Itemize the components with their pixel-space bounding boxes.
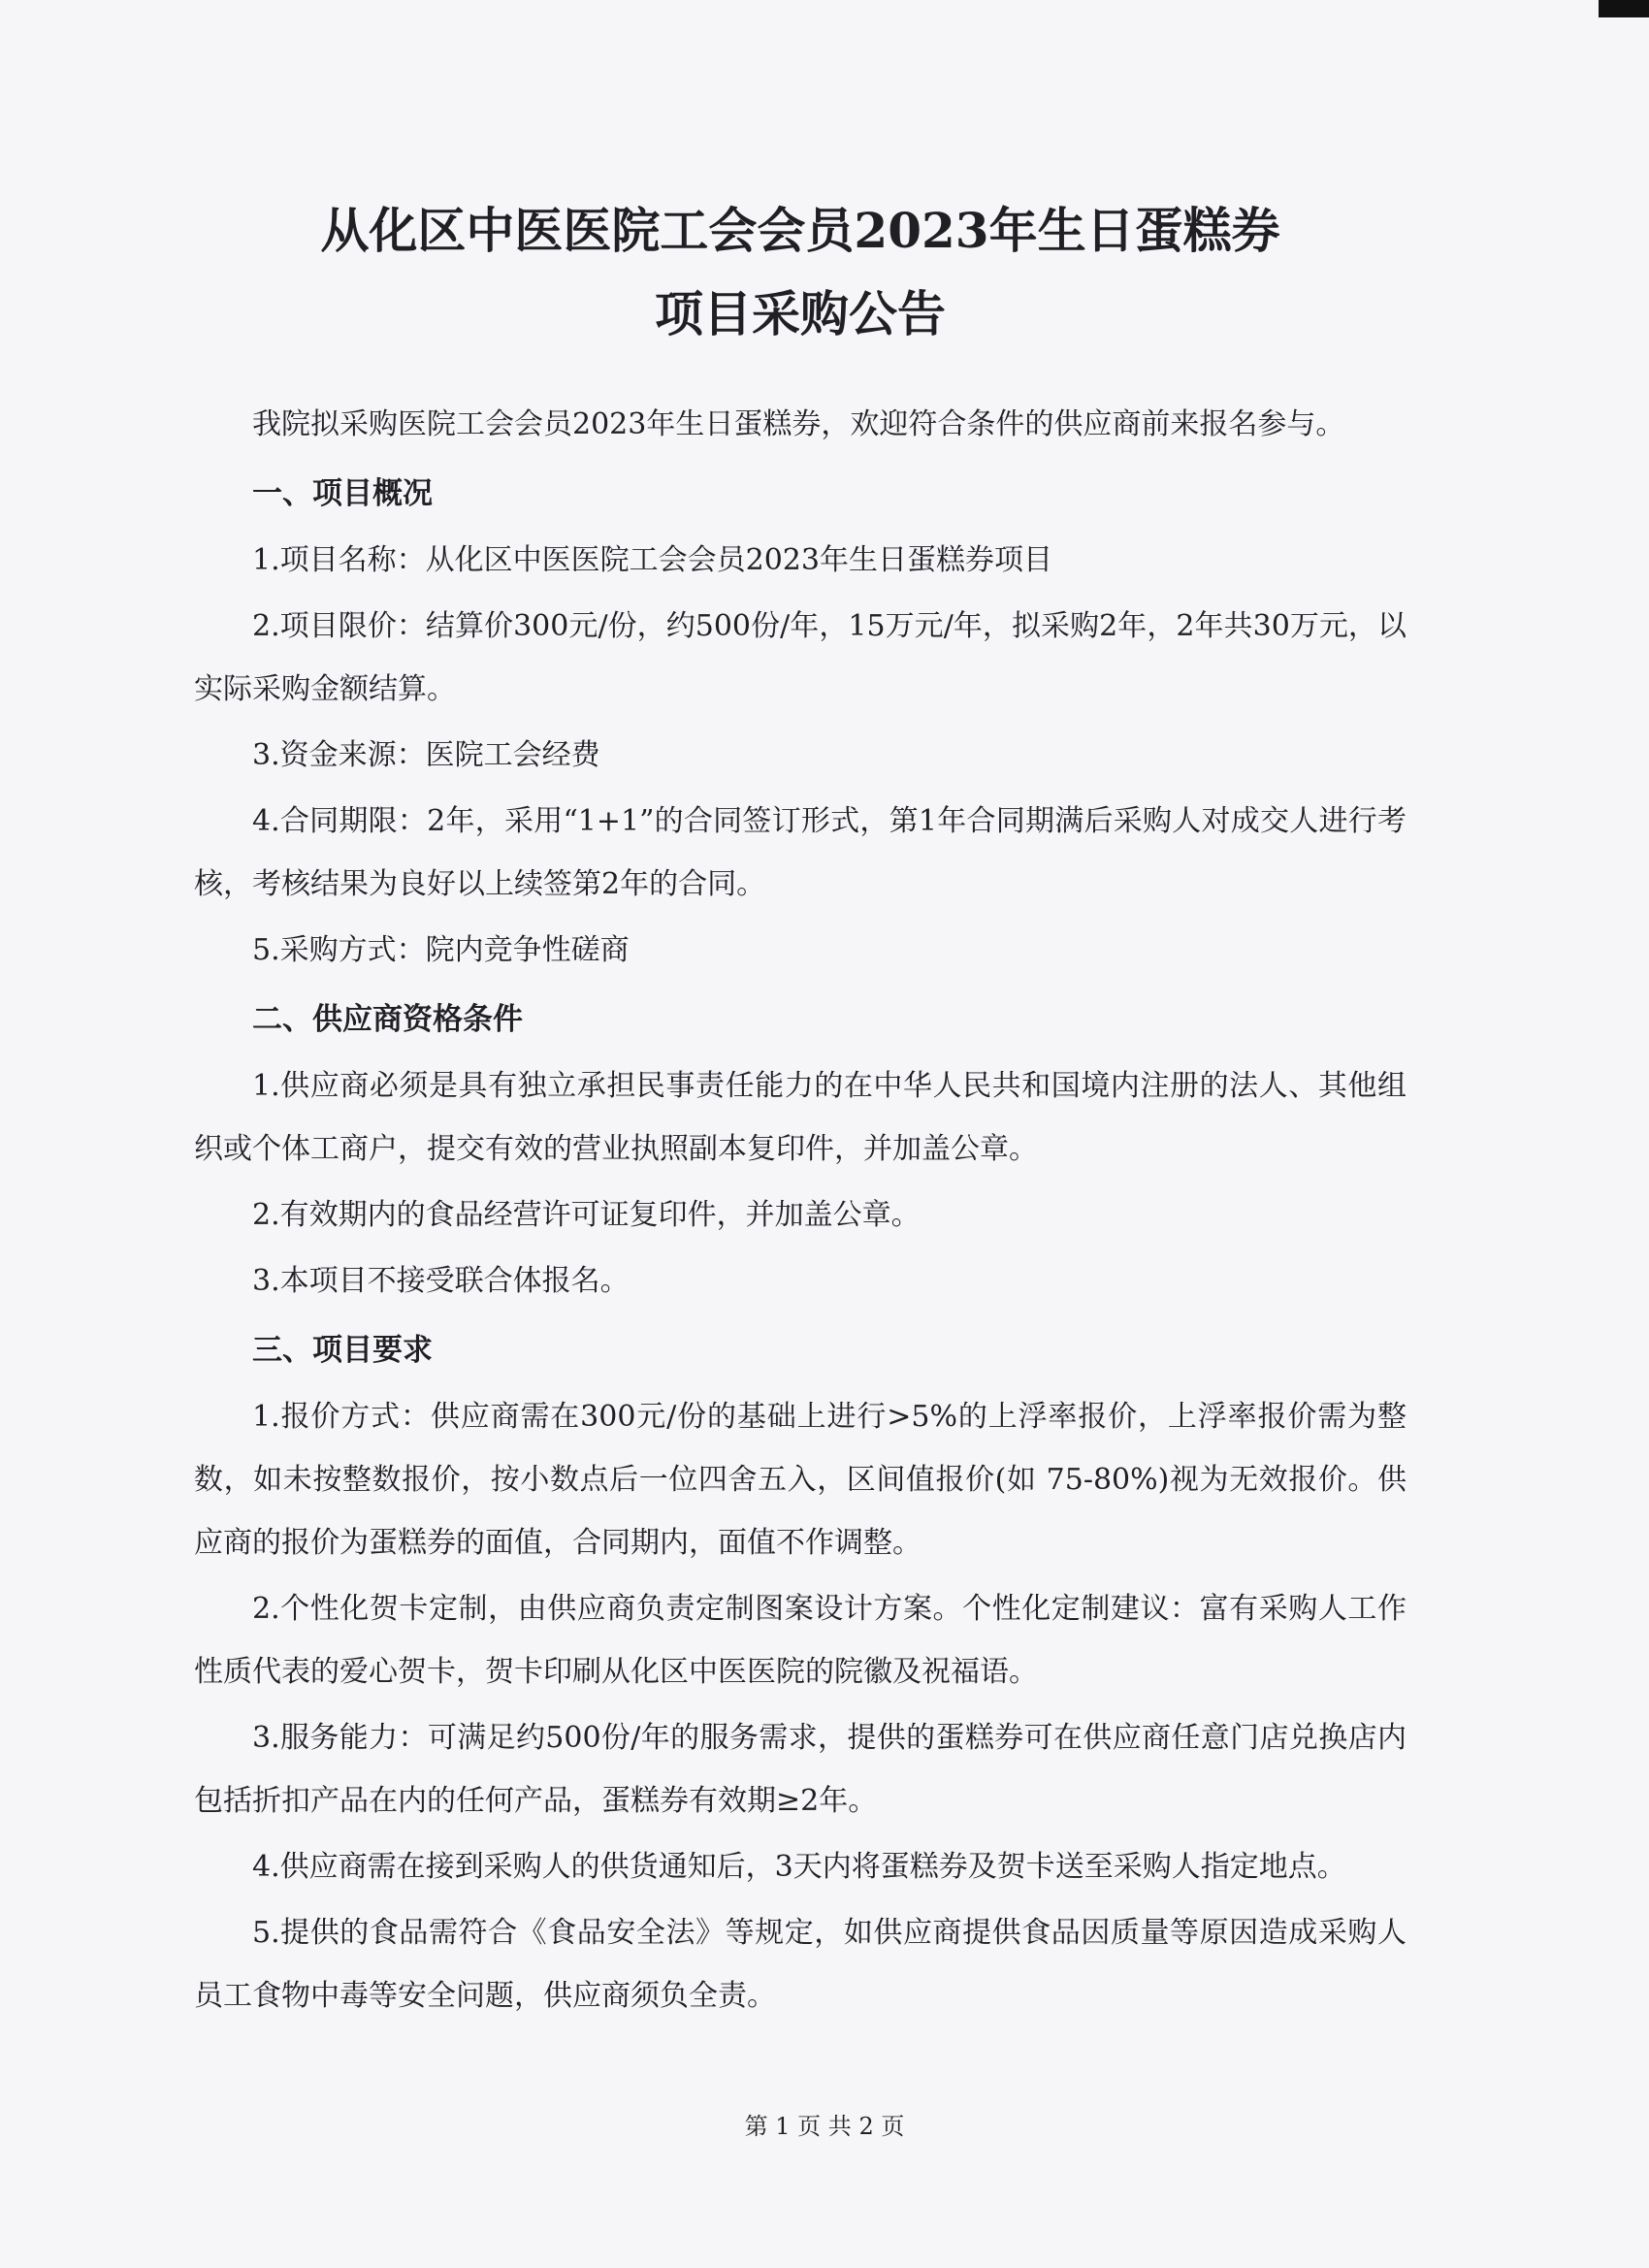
document-title-line-2: 项目采购公告 — [655, 285, 946, 342]
page-number-footer: 第 1 页 共 2 页 — [744, 2113, 905, 2140]
section-heading: 二、供应商资格条件 — [252, 1002, 523, 1037]
scan-edge-mark — [1599, 0, 1649, 17]
section-item: 3.服务能力：可满足约500份/年的服务需求，提供的蛋糕券可在供应商任意门店兑换店内包括折扣产品在内的任何产品，蛋糕券有效期≥2年。 — [194, 1721, 1406, 1818]
section-requirements — [194, 1318, 1406, 2027]
section-item: 5.提供的食品需符合《食品安全法》等规定，如供应商提供食品因质量等原因造成采购人员工食物中毒等安全问题，供应商须负全责。 — [194, 1916, 1406, 2013]
section-item: 3.资金来源：医院工会经费 — [252, 738, 600, 772]
section-item: 2.有效期内的食品经营许可证复印件，并加盖公章。 — [252, 1198, 921, 1232]
section-item: 5.采购方式：院内竞争性磋商 — [252, 933, 630, 967]
section-item: 2.项目限价：结算价300元/份，约500份/年，15万元/年，拟采购2年，2年共30万元，以实际采购金额结算。 — [194, 609, 1406, 706]
section-item: 1.报价方式：供应商需在300元/份的基础上进行>5%的上浮率报价，上浮率报价需为整数，如未按整数报价，按小数点后一位四舍五入，区间值报价(如 75-80%)视为无效报价。供应商的报价为蛋糕券的面值，合同期内，面值不作调整。 — [194, 1400, 1406, 1560]
section-heading: 一、项目概况 — [252, 476, 433, 511]
section-overview — [194, 462, 1406, 982]
document-page — [194, 189, 1406, 2027]
section-qualifications — [194, 988, 1406, 1312]
section-item: 4.合同期限：2年，采用“1+1”的合同签订形式，第1年合同期满后采购人对成交人进行考核，考核结果为良好以上续签第2年的合同。 — [194, 804, 1406, 901]
section-item: 4.供应商需在接到采购人的供货通知后，3天内将蛋糕券及贺卡送至采购人指定地点。 — [252, 1850, 1346, 1884]
section-item: 1.项目名称：从化区中医医院工会会员2023年生日蛋糕券项目 — [252, 543, 1052, 577]
intro-paragraph: 我院拟采购医院工会会员2023年生日蛋糕券，欢迎符合条件的供应商前来报名参与。 — [252, 407, 1345, 441]
section-item: 1.供应商必须是具有独立承担民事责任能力的在中华人民共和国境内注册的法人、其他组织或个体工商户，提交有效的营业执照副本复印件，并加盖公章。 — [194, 1069, 1406, 1166]
document-title-line-1: 从化区中医医院工会会员2023年生日蛋糕券 — [320, 202, 1280, 259]
section-item: 2.个性化贺卡定制，由供应商负责定制图案设计方案。个性化定制建议：富有采购人工作性质代表的爱心贺卡，贺卡印刷从化区中医医院的院徽及祝福语。 — [194, 1592, 1406, 1689]
section-heading: 三、项目要求 — [252, 1333, 433, 1368]
section-item: 3.本项目不接受联合体报名。 — [252, 1264, 630, 1298]
